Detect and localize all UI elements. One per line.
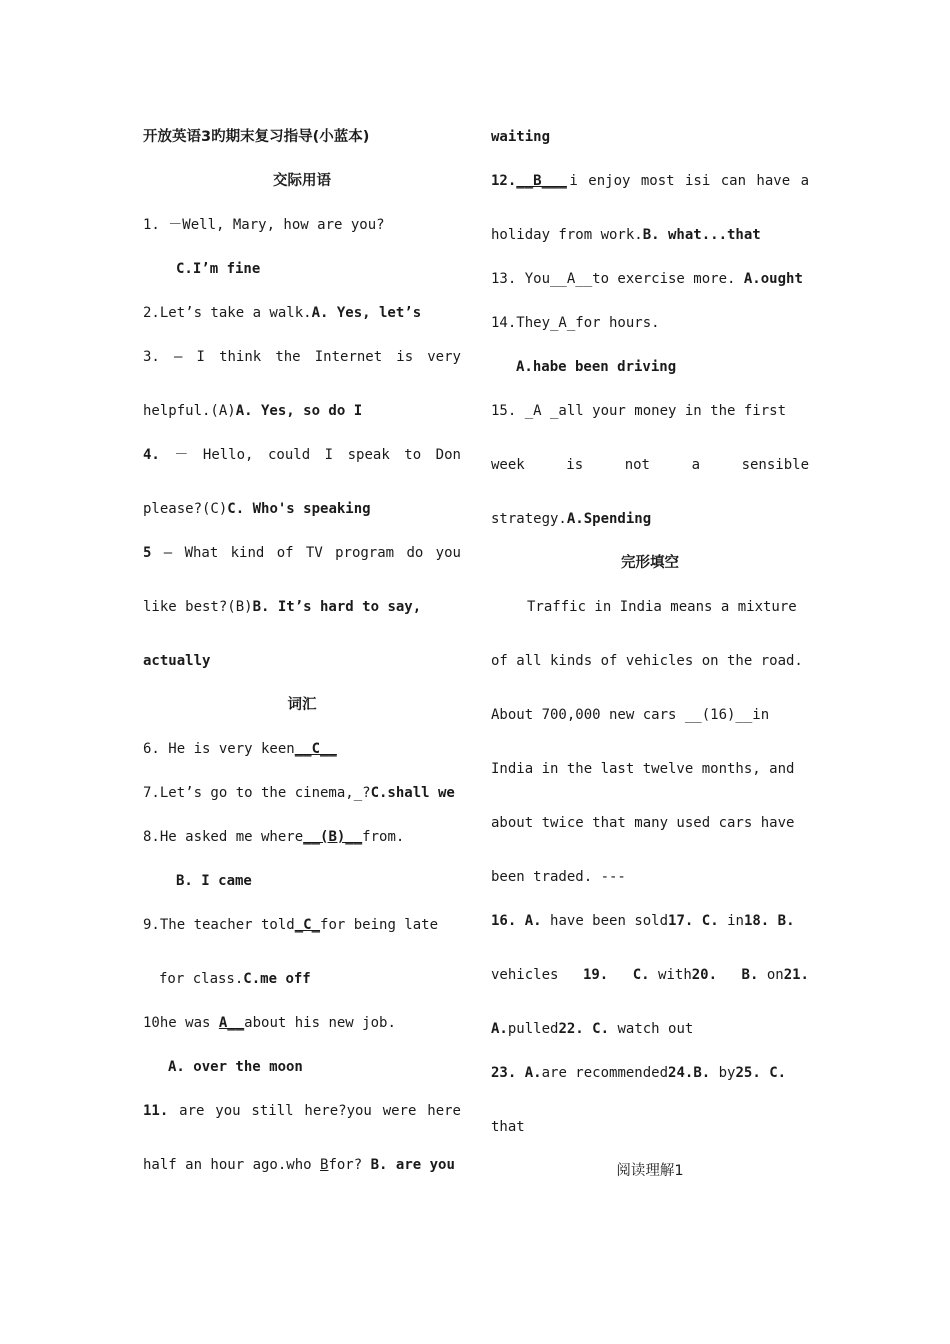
word: do: [406, 545, 424, 561]
question-8-text: 8.He asked me where: [143, 829, 304, 845]
answer-11-blank: B: [320, 1157, 329, 1173]
answer-1: C.I’m fine: [176, 261, 261, 277]
answer-6: __C__: [294, 741, 337, 757]
question-10: [143, 1006, 461, 1050]
answer-number: 23.: [491, 1065, 517, 1081]
answer-letter: C.: [769, 1065, 787, 1081]
word: are: [179, 1103, 205, 1119]
answer-10: A. over the moon: [168, 1059, 303, 1075]
question-10-tail: about his new job.: [244, 1015, 396, 1031]
answer-number: 19.: [582, 967, 609, 983]
answer-letter: B.: [741, 967, 759, 983]
answer-11: B. are you: [370, 1157, 455, 1173]
cloze-line-4: India in the last twelve months, and: [491, 761, 795, 777]
answer-letter: A.: [524, 1065, 542, 1081]
answer-8: B. I came: [176, 873, 252, 889]
answer-12-blank: __B___: [516, 173, 567, 189]
word: 11.: [143, 1103, 169, 1119]
question-12-line: [491, 164, 809, 218]
cloze-answers-1: [491, 904, 809, 958]
word: week: [491, 457, 525, 473]
answer-4: C. Who's speaking: [227, 501, 371, 517]
question-13: [491, 262, 809, 306]
section-heading-cloze: 完形填空: [621, 555, 679, 571]
section-heading-vocabulary: 词汇: [287, 697, 317, 713]
cloze-answer: [633, 958, 717, 1012]
question-4-text: please?(C): [143, 501, 228, 517]
question-5-tail: [143, 590, 461, 644]
answer-14: A.habe been driving: [516, 359, 677, 375]
word: －: [174, 447, 189, 463]
word: think: [219, 349, 262, 365]
word: TV: [305, 545, 323, 561]
word: is: [566, 457, 584, 473]
word: kind: [230, 545, 265, 561]
question-1: 1. －Well, Mary, how are you?: [143, 217, 385, 233]
word: you: [215, 1103, 241, 1119]
word: speak: [347, 447, 390, 463]
question-3-text: helpful.(A): [143, 403, 236, 419]
word: not: [624, 457, 650, 473]
question-15-line1: 15. _A _all your money in the first: [491, 403, 787, 419]
question-11-text-b: for?: [328, 1157, 371, 1173]
answer-text: in: [727, 913, 744, 929]
answer-number: 17.: [668, 913, 694, 929]
question-15-text: strategy.: [491, 511, 567, 527]
word: of: [276, 545, 294, 561]
question-11-tail: [143, 1148, 461, 1192]
word: I: [324, 447, 334, 463]
answer-5: B. It’s hard to say,: [252, 599, 422, 615]
word: is: [396, 349, 414, 365]
question-8-tail: from.: [362, 829, 405, 845]
cloze-line-1: Traffic in India means a mixture: [527, 599, 797, 615]
question-8: [143, 820, 461, 864]
word: a: [691, 457, 700, 473]
answer-letter: C.: [701, 913, 719, 929]
question-5-text: like best?(B): [143, 599, 253, 615]
cloze-answer: [742, 958, 809, 1012]
answer-7: C.shall we: [370, 785, 455, 801]
answer-9: C.me off: [243, 971, 311, 987]
answer-letter: C.: [592, 1021, 610, 1037]
answer-number: 22.: [558, 1021, 584, 1037]
cloze-answers-3: [491, 1012, 809, 1056]
question-14: 14.They_A_for hours.: [491, 315, 660, 331]
cloze-answers-5: that: [491, 1119, 525, 1135]
question-7-text: 7.Let’s go to the cinema,_?: [143, 785, 371, 801]
question-3-line: [143, 340, 461, 394]
section-heading-communication: 交际用语: [273, 173, 331, 189]
cloze-answers-2: [491, 958, 809, 1012]
cloze-answer: [583, 958, 608, 1012]
word: to: [404, 447, 422, 463]
question-9-text-c: for class.: [159, 971, 244, 987]
question-5-line: [143, 536, 461, 590]
word: I: [196, 349, 205, 365]
cloze-line-2: of all kinds of vehicles on the road.: [491, 653, 803, 669]
answer-letter: A.: [491, 1021, 508, 1037]
question-9: [143, 908, 461, 962]
answer-text: have been sold: [550, 913, 669, 929]
word: Internet: [314, 349, 383, 365]
answer-11-cont: waiting: [491, 129, 551, 145]
answer-5-cont: actually: [143, 653, 211, 669]
answer-letter: A.: [524, 913, 542, 929]
question-12-text-b: holiday from work.: [491, 227, 643, 243]
word: you: [435, 545, 461, 561]
answer-letter: C.: [632, 967, 650, 983]
cloze-line-5: about twice that many used cars have: [491, 815, 795, 831]
question-2: [143, 296, 461, 340]
question-2-text: 2.Let’s take a walk.: [143, 305, 312, 321]
question-3-tail: [143, 394, 461, 438]
word: program: [335, 545, 395, 561]
right-column: [491, 120, 809, 1198]
word: here?you: [304, 1103, 372, 1119]
word: 3.: [143, 349, 160, 365]
word: sensible: [741, 457, 809, 473]
answer-text: by: [718, 1065, 736, 1081]
answer-number: 21.: [783, 967, 809, 983]
answer-15: A.Spending: [566, 511, 652, 527]
word: —: [163, 545, 173, 561]
answer-letter: B.: [777, 913, 795, 929]
cloze-line-6: been traded. ---: [491, 869, 626, 885]
word: —: [173, 349, 183, 365]
word: were: [382, 1103, 417, 1119]
word: very: [427, 349, 461, 365]
question-4-line: [143, 438, 461, 492]
answer-text: vehicles: [491, 967, 559, 983]
section-heading-reading: 阅读理解1: [616, 1163, 684, 1179]
word: Don: [435, 447, 461, 463]
answer-number: 24.: [668, 1065, 694, 1081]
answer-text: watch out: [617, 1021, 694, 1037]
word: 5: [143, 545, 152, 561]
answer-text: on: [766, 967, 784, 983]
question-9-tail: [143, 962, 461, 1006]
question-6: [143, 732, 461, 776]
answer-number: 18.: [743, 913, 770, 929]
word: could: [267, 447, 311, 463]
question-6-text: 6. He is very keen: [143, 741, 295, 757]
answer-text: with: [658, 967, 692, 983]
question-11-line: [143, 1094, 461, 1148]
word: 4.: [143, 447, 160, 463]
question-11-text: half an hour ago.who: [143, 1157, 321, 1173]
answer-9-blank: _C_: [294, 917, 321, 933]
answer-number: 25.: [735, 1065, 761, 1081]
answer-13: A.ought: [743, 271, 803, 287]
cloze-line-3: About 700,000 new cars __(16)__in: [491, 707, 770, 723]
word: here: [427, 1103, 461, 1119]
question-15-tail: [491, 502, 809, 546]
left-column: [143, 120, 461, 1192]
answer-letter: B.: [693, 1065, 711, 1081]
question-4-tail: [143, 492, 461, 536]
word: the: [275, 349, 301, 365]
cloze-answer: [491, 904, 795, 958]
answer-8-blank: __(B)__: [303, 829, 363, 845]
question-15-line2: [491, 448, 809, 502]
word: Hello,: [202, 447, 254, 463]
cloze-answers-4: [491, 1056, 809, 1110]
answer-number: 16.: [491, 913, 517, 929]
answer-number: 20.: [691, 967, 718, 983]
cloze-answer: [491, 1056, 786, 1110]
question-9-text-b: for being late: [320, 917, 439, 933]
word: What: [184, 545, 219, 561]
answer-10-blank: A__: [218, 1015, 245, 1031]
question-9-text: 9.The teacher told: [143, 917, 295, 933]
answer-12: B. what...that: [642, 227, 761, 243]
answer-text: are recommended: [541, 1065, 669, 1081]
answer-3: A. Yes, so do I: [235, 403, 363, 419]
doc-title: 开放英语3旳期末复习指导(小蓝本): [143, 129, 370, 145]
question-12-number: 12.: [491, 173, 517, 189]
question-12-text: i enjoy most isi can have a: [569, 173, 809, 189]
question-12-tail: [491, 218, 809, 262]
question-12-lead: [491, 164, 567, 218]
answer-2: A. Yes, let’s: [311, 305, 422, 321]
word: still: [251, 1103, 294, 1119]
question-13-text: 13. You__A__to exercise more.: [491, 271, 744, 287]
question-7: [143, 776, 461, 820]
question-10-text: 10he was: [143, 1015, 219, 1031]
answer-text: pulled: [507, 1021, 559, 1037]
